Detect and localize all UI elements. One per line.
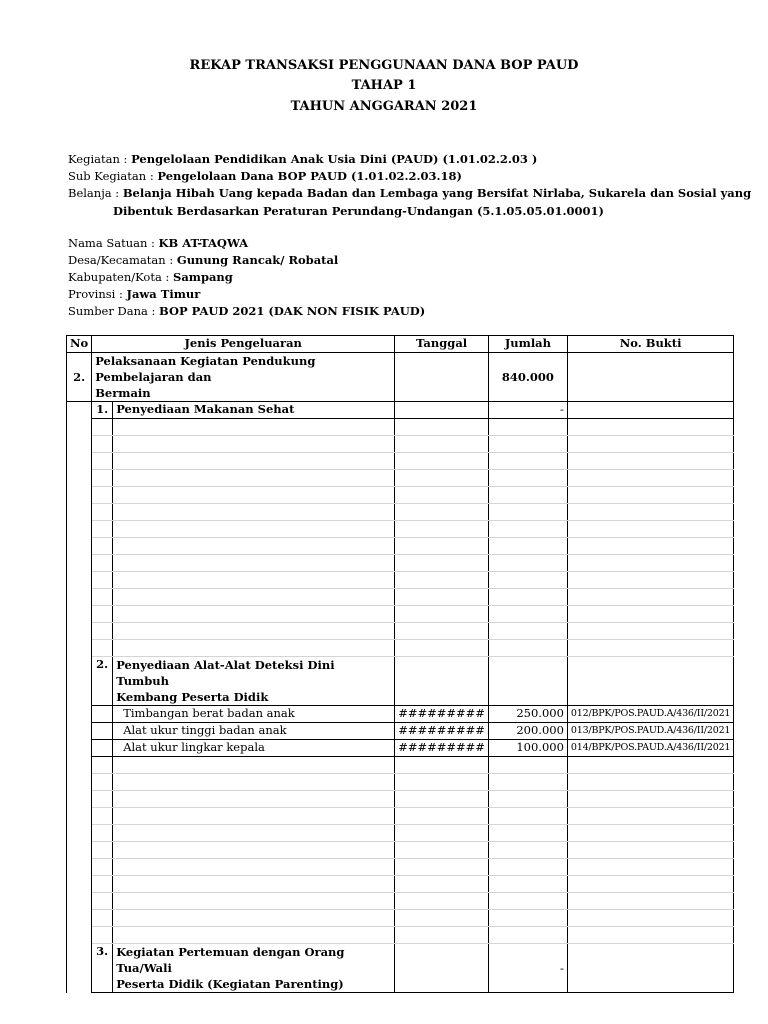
- desa-value: Gunung Rancak/ Robatal: [176, 253, 339, 267]
- sub1-bukti: [567, 402, 733, 419]
- sub2-blank: [67, 657, 92, 706]
- belanja-row: [68, 185, 751, 202]
- blank-row: [67, 791, 734, 808]
- sub2-title-line2: Kembang Peserta Didik: [116, 690, 269, 704]
- sub3-blank: [67, 944, 92, 993]
- sub2-jumlah: [488, 657, 567, 706]
- desa-row: [68, 252, 338, 269]
- kegiatan-label: Kegiatan :: [68, 152, 132, 166]
- sub3-jumlah: -: [488, 944, 567, 993]
- header-no: No: [67, 336, 92, 353]
- blank-row: [67, 757, 734, 774]
- belanja-value-line1: Belanja Hibah Uang kepada Badan dan Lembaga yang Bersifat Nirlaba, Sukarela dan Sosial yang: [122, 186, 752, 200]
- kabupaten-value: Sampang: [173, 270, 233, 284]
- nama-satuan-row: [68, 235, 248, 252]
- item-jumlah: 200.000: [488, 723, 567, 740]
- sub1-tanggal: [395, 402, 489, 419]
- item-name: Alat ukur tinggi badan anak: [113, 723, 395, 740]
- sub3-no: 3.: [92, 944, 113, 993]
- blank-row: [67, 470, 734, 487]
- section-tanggal: [395, 353, 489, 402]
- section-jumlah: 840.000: [488, 353, 567, 402]
- blank-row: [67, 419, 734, 436]
- item-name: Alat ukur lingkar kepala: [113, 740, 395, 757]
- provinsi-label: Provinsi :: [68, 287, 127, 301]
- doc-stage: TAHAP 1: [351, 78, 417, 93]
- sub3-row: [67, 944, 734, 993]
- item-bukti: 012/BPK/POS.PAUD.A/436/II/2021: [567, 706, 733, 723]
- sub1-row: [67, 402, 734, 419]
- sub2-tanggal: [395, 657, 489, 706]
- section-row: [67, 353, 734, 402]
- section-no: 2.: [67, 353, 92, 402]
- header-jumlah: Jumlah: [488, 336, 567, 353]
- blank-row: [67, 572, 734, 589]
- blank-row: [67, 555, 734, 572]
- kabupaten-label: Kabupaten/Kota :: [68, 270, 174, 284]
- item-tanggal: #########: [395, 740, 489, 757]
- blank-row: [67, 859, 734, 876]
- header-jenis: Jenis Pengeluaran: [92, 336, 395, 353]
- item-bukti: 014/BPK/POS.PAUD.A/436/II/2021: [567, 740, 733, 757]
- blank-row: [67, 521, 734, 538]
- header-tanggal: Tanggal: [395, 336, 489, 353]
- sub2-row: [67, 657, 734, 706]
- sub2-bukti: [567, 657, 733, 706]
- table-header-row: [67, 336, 734, 353]
- belanja-value-line2: Dibentuk Berdasarkan Peraturan Perundang-Undangan (5.1.05.05.01.0001): [113, 204, 604, 218]
- blank-row: [67, 606, 734, 623]
- provinsi-row: [68, 286, 200, 303]
- sub1-blank-rows: [67, 419, 734, 657]
- blank-row: [67, 640, 734, 657]
- table-row: [67, 706, 734, 723]
- blank-row: [67, 774, 734, 791]
- section-title-line1: Pelaksanaan Kegiatan Pendukung Pembelajaran dan: [95, 354, 316, 384]
- blank-row: [67, 623, 734, 640]
- sub1-blank: [67, 402, 92, 419]
- blank-row: [67, 876, 734, 893]
- section-title: [92, 353, 395, 402]
- sub3-title-line1: Kegiatan Pertemuan dengan Orang Tua/Wali: [116, 945, 345, 975]
- sumber-value: BOP PAUD 2021 (DAK NON FISIK PAUD): [159, 304, 426, 318]
- blank-row: [67, 538, 734, 555]
- sub3-tanggal: [395, 944, 489, 993]
- item-bukti: 013/BPK/POS.PAUD.A/436/II/2021: [567, 723, 733, 740]
- kegiatan-row: [68, 151, 537, 168]
- kegiatan-value: Pengelolaan Pendidikan Anak Usia Dini (PAUD) (1.01.02.2.03 ): [131, 152, 538, 166]
- belanja-row-2: [113, 203, 604, 220]
- desa-label: Desa/Kecamatan :: [68, 253, 177, 267]
- kabupaten-row: [68, 269, 233, 286]
- section-bukti: [567, 353, 733, 402]
- sub3-bukti: [567, 944, 733, 993]
- blank-row: [67, 842, 734, 859]
- item-jumlah: 250.000: [488, 706, 567, 723]
- sub3-title: [113, 944, 395, 993]
- doc-title: REKAP TRANSAKSI PENGGUNAAN DANA BOP PAUD: [189, 58, 579, 73]
- blank-row: [67, 487, 734, 504]
- belanja-label: Belanja :: [68, 186, 123, 200]
- sub-kegiatan-row: [68, 168, 462, 185]
- table-row: [67, 723, 734, 740]
- section-title-line2: Bermain: [95, 386, 151, 400]
- blank-row: [67, 893, 734, 910]
- sub2-no: 2.: [92, 657, 113, 706]
- doc-year: TAHUN ANGGARAN 2021: [290, 99, 478, 114]
- blank-row: [67, 504, 734, 521]
- item-jumlah: 100.000: [488, 740, 567, 757]
- nama-satuan-value: KB AT-TAQWA: [158, 236, 249, 250]
- blank-row: [67, 808, 734, 825]
- sumber-row: [68, 303, 425, 320]
- provinsi-value: Jawa Timur: [126, 287, 201, 301]
- sumber-label: Sumber Dana :: [68, 304, 160, 318]
- sub1-jumlah: -: [488, 402, 567, 419]
- sub-kegiatan-value: Pengelolaan Dana BOP PAUD (1.01.02.2.03.18): [157, 169, 462, 183]
- blank-row: [67, 825, 734, 842]
- expense-table: [66, 335, 734, 993]
- item-tanggal: #########: [395, 706, 489, 723]
- header-bukti: No. Bukti: [567, 336, 733, 353]
- sub2-title: [113, 657, 395, 706]
- sub-kegiatan-label: Sub Kegiatan :: [68, 169, 158, 183]
- blank-row: [67, 589, 734, 606]
- nama-satuan-label: Nama Satuan :: [68, 236, 159, 250]
- sub2-blank-rows: [67, 757, 734, 944]
- item-tanggal: #########: [395, 723, 489, 740]
- blank-row: [67, 927, 734, 944]
- sub3-title-line2: Peserta Didik (Kegiatan Parenting): [116, 977, 344, 991]
- blank-row: [67, 453, 734, 470]
- blank-row: [67, 910, 734, 927]
- blank-row: [67, 436, 734, 453]
- item-name: Timbangan berat badan anak: [113, 706, 395, 723]
- sub1-title: Penyediaan Makanan Sehat: [113, 402, 395, 419]
- sub2-title-line1: Penyediaan Alat-Alat Deteksi Dini Tumbuh: [116, 658, 335, 688]
- table-row: [67, 740, 734, 757]
- sub1-no: 1.: [92, 402, 113, 419]
